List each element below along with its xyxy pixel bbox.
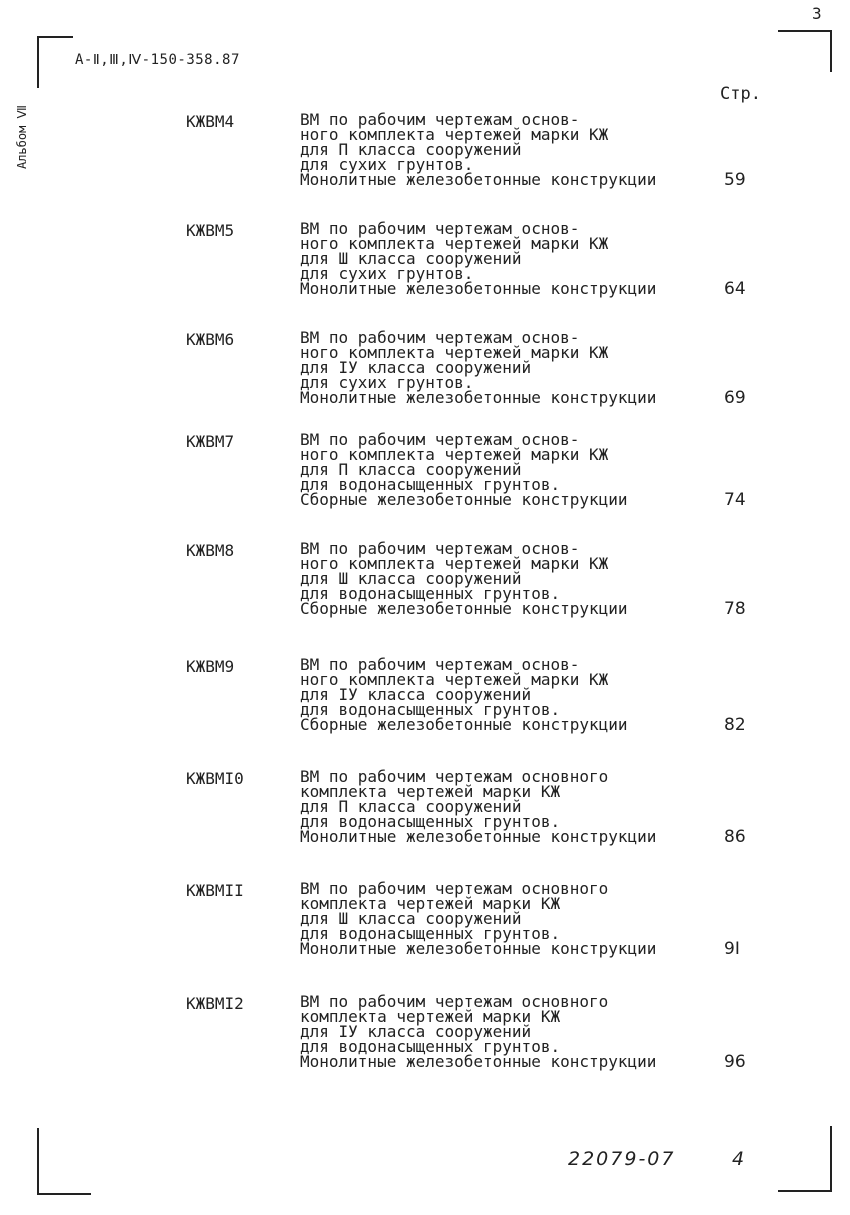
entry-description-line: для П класса сооружений [300, 797, 522, 816]
entry-description-line: ВМ по рабочим чертежам основного [300, 992, 609, 1011]
entry-description [300, 432, 628, 507]
entry-description-line: ВМ по рабочим чертежам основ- [300, 110, 580, 129]
entry-description-line: ного комплекта чертежей марки КЖ [300, 670, 609, 689]
frame-corner-top-left-horizontal [37, 36, 73, 38]
entry-description-line: для водонасыщенных грунтов. [300, 584, 561, 603]
entry-description-line: Монолитные железобетонные конструкции [300, 388, 657, 407]
footer-document-number: 22079-07 [568, 1148, 676, 1170]
entry-description [300, 657, 628, 732]
entry-description-line: для водонасыщенных грунтов. [300, 475, 561, 494]
entry-description-line: ного комплекта чертежей марки КЖ [300, 445, 609, 464]
entry-description-line: Монолитные железобетонные конструкции [300, 279, 657, 298]
frame-corner-top-right-horizontal [778, 30, 832, 32]
album-label: Альбом Ⅶ [15, 105, 29, 170]
entry-page-number: 59 [724, 170, 746, 190]
entry-description-line: для водонасыщенных грунтов. [300, 812, 561, 831]
entry-description-line: ВМ по рабочим чертежам основ- [300, 655, 580, 674]
entry-description [300, 994, 656, 1069]
frame-corner-bottom-right-vertical [830, 1126, 832, 1192]
document-code: А-Ⅱ,Ⅲ,Ⅳ-150-358.87 [75, 52, 240, 68]
entry-description-line: для водонасыщенных грунтов. [300, 924, 561, 943]
frame-corner-top-right-vertical [830, 30, 832, 72]
frame-corner-top-left-vertical [37, 36, 39, 88]
entry-description-line: комплекта чертежей марки КЖ [300, 894, 561, 913]
entry-description-line: ВМ по рабочим чертежам основ- [300, 430, 580, 449]
entry-code: КЖВМ4 [186, 112, 235, 131]
entry-description-line: ного комплекта чертежей марки КЖ [300, 234, 609, 253]
entry-description-line: ВМ по рабочим чертежам основ- [300, 539, 580, 558]
entry-description-line: для Ш класса сооружений [300, 249, 522, 268]
frame-corner-bottom-right-horizontal [778, 1190, 832, 1192]
entry-description-line: Монолитные железобетонные конструкции [300, 1052, 657, 1071]
entry-description-line: для сухих грунтов. [300, 155, 474, 174]
entry-description-line: для IУ класса сооружений [300, 1022, 532, 1041]
entry-page-number: 64 [724, 279, 746, 299]
entry-description-line: ного комплекта чертежей марки КЖ [300, 343, 609, 362]
entry-description-line: для IУ класса сооружений [300, 358, 532, 377]
entry-page-number: 82 [724, 715, 746, 735]
entry-description [300, 330, 656, 405]
entry-description-line: Сборные железобетонные конструкции [300, 490, 628, 509]
entry-description-line: для IУ класса сооружений [300, 685, 532, 704]
entry-page-number: 86 [724, 827, 746, 847]
entry-description-line: для П класса сооружений [300, 460, 522, 479]
frame-corner-bottom-left-vertical [37, 1128, 39, 1194]
frame-corner-bottom-left-horizontal [37, 1193, 91, 1195]
entry-code: КЖВМI2 [186, 994, 244, 1013]
entry-description [300, 221, 656, 296]
page-number: 3 [812, 4, 822, 23]
entry-description [300, 769, 656, 844]
entry-description [300, 881, 656, 956]
entry-description-line: для сухих грунтов. [300, 264, 474, 283]
entry-page-number: 96 [724, 1052, 746, 1072]
entry-description-line: Монолитные железобетонные конструкции [300, 827, 657, 846]
entry-description-line: для водонасыщенных грунтов. [300, 1037, 561, 1056]
entry-description-line: ВМ по рабочим чертежам основ- [300, 328, 580, 347]
entry-description-line: Сборные железобетонные конструкции [300, 599, 628, 618]
entry-description-line: для Ш класса сооружений [300, 909, 522, 928]
entry-description [300, 112, 656, 187]
footer-sheet-number: 4 [732, 1148, 745, 1170]
entry-page-number: 78 [724, 599, 746, 619]
entry-page-number: 69 [724, 388, 746, 408]
entry-description-line: Монолитные железобетонные конструкции [300, 170, 657, 189]
entry-code: КЖВМ8 [186, 541, 235, 560]
entry-description-line: комплекта чертежей марки КЖ [300, 1007, 561, 1026]
entry-description-line: ВМ по рабочим чертежам основ- [300, 219, 580, 238]
entry-description-line: ВМ по рабочим чертежам основного [300, 879, 609, 898]
entry-code: КЖВМ7 [186, 432, 235, 451]
entry-description-line: ВМ по рабочим чертежам основного [300, 767, 609, 786]
entry-description [300, 541, 628, 616]
entry-code: КЖВМ6 [186, 330, 235, 349]
entry-description-line: для водонасыщенных грунтов. [300, 700, 561, 719]
entry-description-line: комплекта чертежей марки КЖ [300, 782, 561, 801]
entry-page-number: 9I [724, 939, 740, 959]
page-column-label: Стр. [720, 84, 761, 104]
entry-description-line: ного комплекта чертежей марки КЖ [300, 125, 609, 144]
entry-code: КЖВМII [186, 881, 244, 900]
entry-description-line: для сухих грунтов. [300, 373, 474, 392]
entry-page-number: 74 [724, 490, 746, 510]
entry-code: КЖВМI0 [186, 769, 244, 788]
entry-code: КЖВМ9 [186, 657, 235, 676]
entry-description-line: Сборные железобетонные конструкции [300, 715, 628, 734]
entry-description-line: для П класса сооружений [300, 140, 522, 159]
entry-description-line: для Ш класса сооружений [300, 569, 522, 588]
entry-description-line: Монолитные железобетонные конструкции [300, 939, 657, 958]
entry-code: КЖВМ5 [186, 221, 235, 240]
entry-description-line: ного комплекта чертежей марки КЖ [300, 554, 609, 573]
